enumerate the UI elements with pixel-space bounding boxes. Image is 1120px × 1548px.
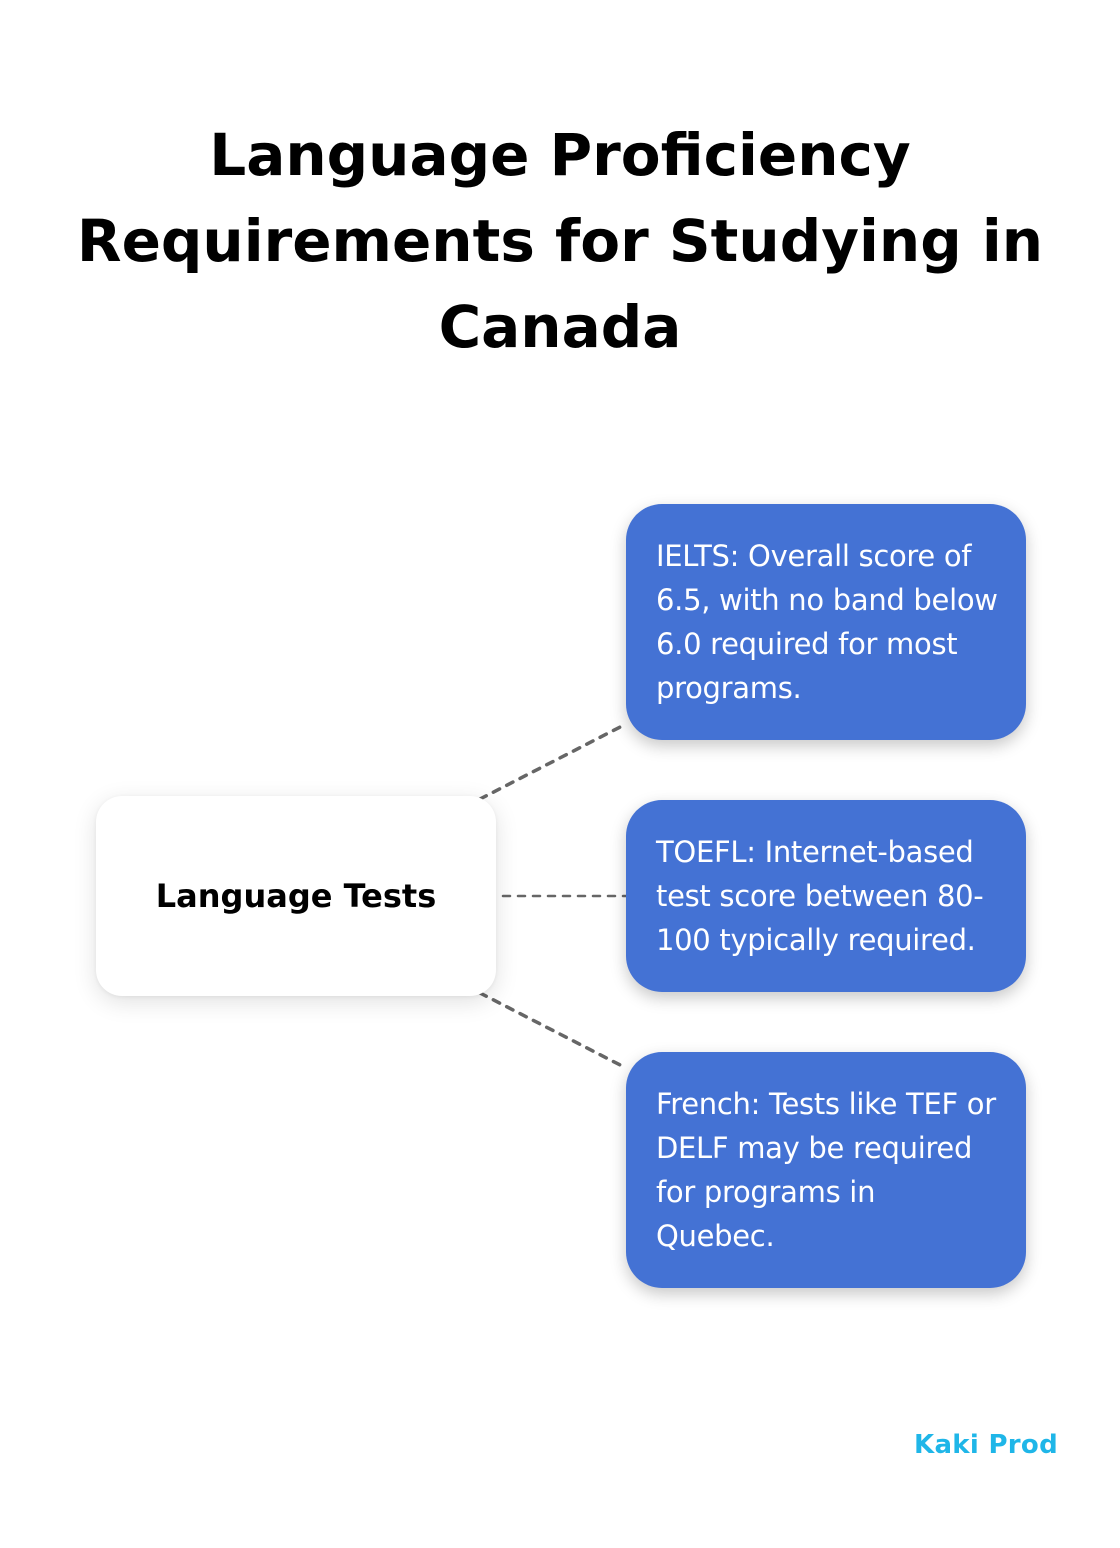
leaf-node-text: IELTS: Overall score of 6.5, with no band below 6.0 required for most programs. (656, 539, 998, 705)
connector-ielts (480, 724, 626, 799)
page-title: Language Proficiency Requirements for Studying in Canada (76, 121, 1044, 361)
leaf-node-french (626, 1052, 1026, 1288)
connector-french (480, 993, 626, 1068)
center-node-label: Language Tests (155, 877, 437, 915)
leaf-node-toefl (626, 800, 1026, 992)
brand-logo: Kaki Prod (914, 1430, 1058, 1460)
leaf-node-text: TOEFL: Internet-based test score between 80-100 typically required. (656, 835, 984, 957)
center-node-language-tests (96, 796, 496, 996)
leaf-node-text: French: Tests like TEF or DELF may be required for programs in Quebec. (656, 1087, 996, 1253)
leaf-node-ielts (626, 504, 1026, 740)
